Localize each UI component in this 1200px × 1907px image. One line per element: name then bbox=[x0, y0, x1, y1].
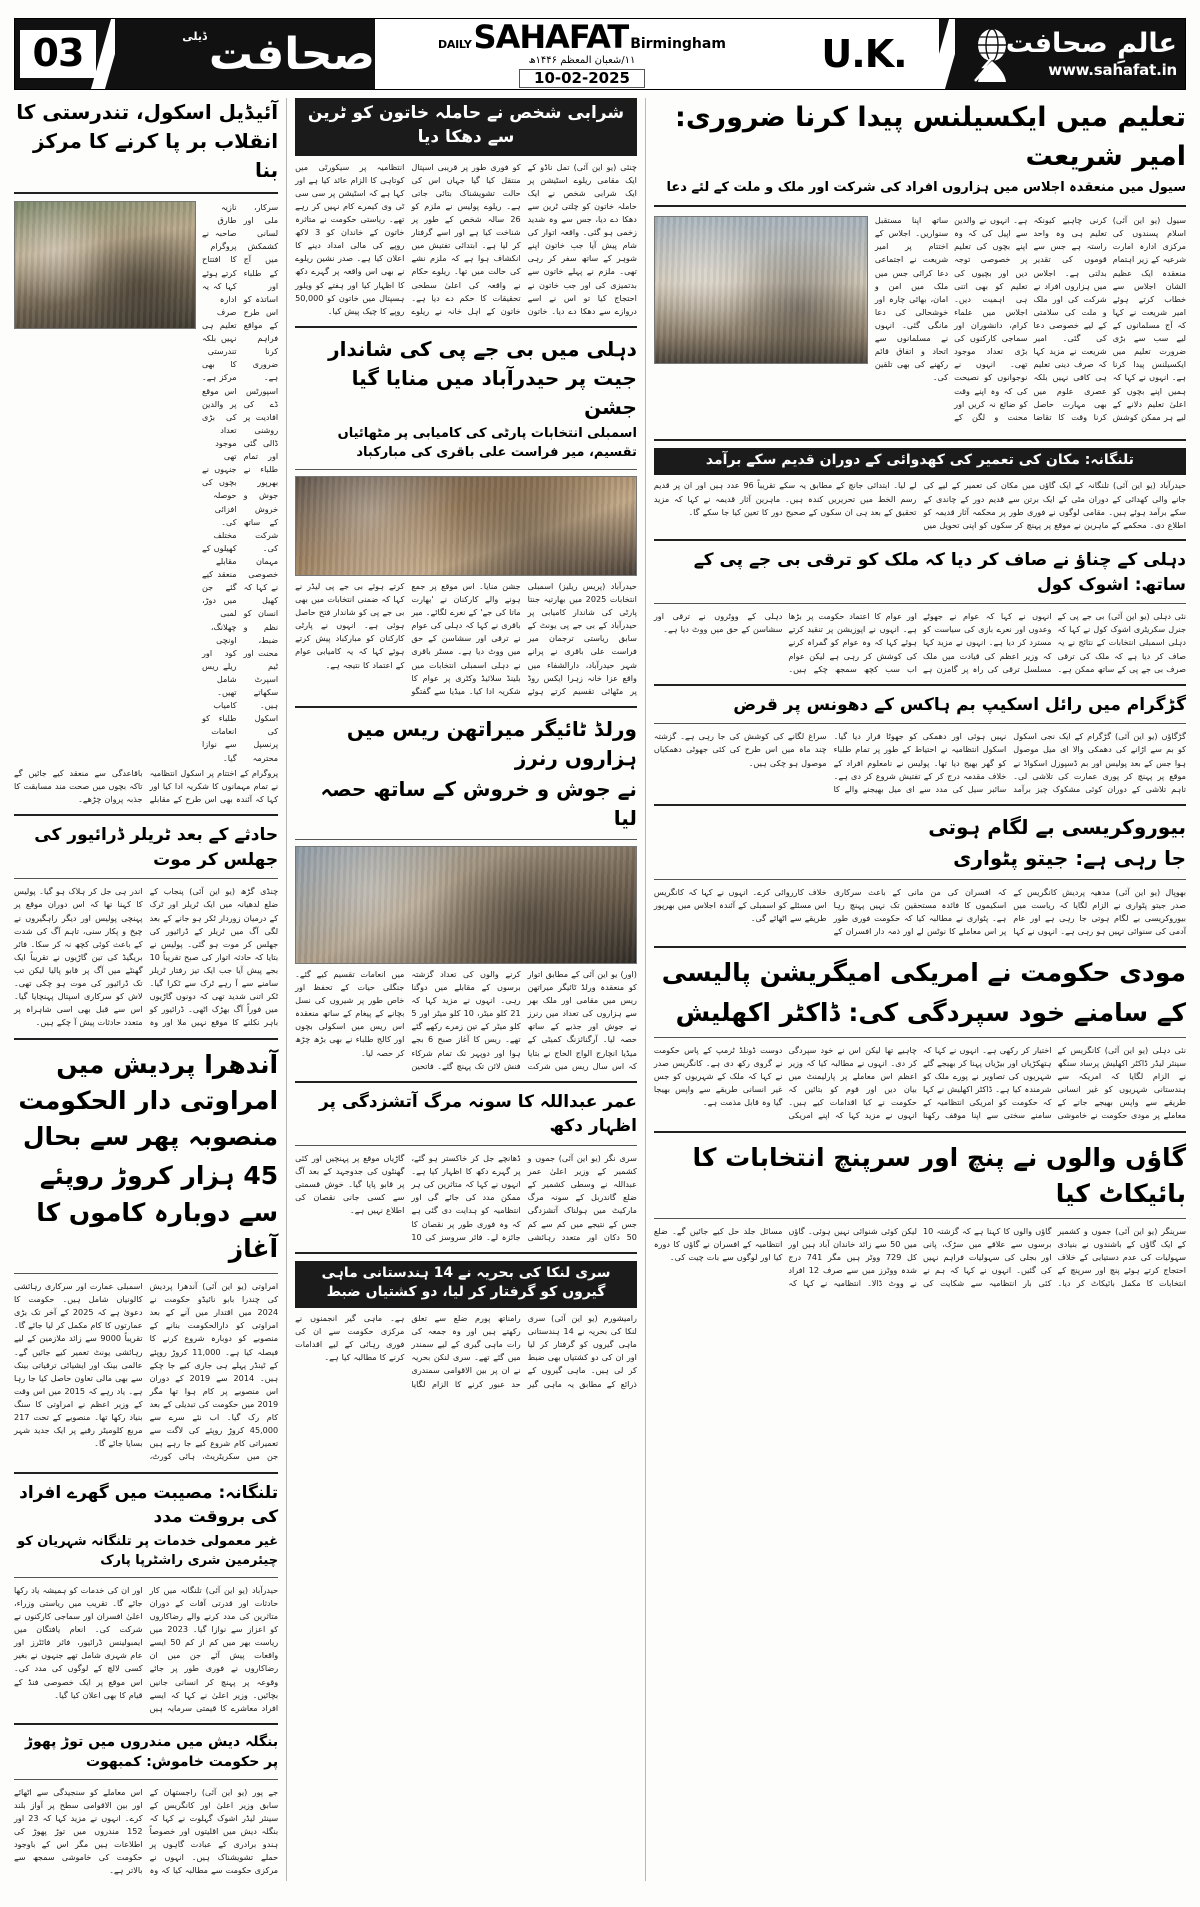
article-photo bbox=[295, 476, 637, 576]
article-akhilesh-immigration bbox=[654, 955, 1186, 1122]
article-telangana-coins bbox=[654, 432, 1186, 532]
article-photo bbox=[14, 201, 196, 329]
column-left bbox=[14, 98, 278, 1881]
headline: بنگلہ دیش میں مندروں میں توڑ پھوڑ پر حکومت خاموش: کمبھوت bbox=[25, 1733, 279, 1771]
divider bbox=[295, 1081, 637, 1083]
body-text-2: پروگرام کے اختتام پر اسکول انتظامیہ نے تمام مہمانوں کا شکریہ ادا کیا اور کہا کہ آئندہ بھی اس طرح کے مقابلے باقاعدگی سے منعقد کیے جائیں گے تاکہ بچوں میں صحت مند مسابقت کا جذبہ پروان چڑھے۔ bbox=[14, 767, 279, 804]
divider bbox=[14, 1723, 278, 1725]
divider bbox=[14, 1273, 278, 1274]
body-text: بھوپال (یو این آئی) مدھیہ پردیش کانگریس کے صدر جیتو پٹواری نے الزام لگایا کہ ریاست میں بیوروکریسی بے لگام ہوتی جا رہی ہے اور عام آدمی کی سنوائی نہیں ہو رہی ہے۔ انہوں نے کہا کہ افسران کی من مانی کے باعث سرکاری اسکیموں کا فائدہ مستحقین تک نہیں پہنچ رہا ہے۔ پٹواری نے مطالبہ کیا کہ حکومت فوری طور پر اس معاملے کا نوٹس لے اور ذمہ دار افسران کے خلاف کارروائی کرے۔ انہوں نے کہا کہ کانگریس اس مسئلے کو اسمبلی کے آئندہ اجلاس میں بھرپور طریقے سے اٹھائے گی۔ bbox=[653, 886, 1186, 937]
page-number: 03 bbox=[20, 30, 97, 78]
masthead-hijri-date: ۱۱/شعبان المعظم ۱۴۴۶ھ bbox=[528, 54, 636, 66]
divider bbox=[14, 1038, 278, 1040]
article-bangladesh-temples bbox=[14, 1732, 278, 1877]
headline: گڑگرام میں رائل اسکیپ بم ہاکس کے دھونس پر قرض bbox=[733, 694, 1186, 715]
divider bbox=[654, 205, 1186, 207]
headline-line-1: آندھرا پردیش میں امراوتی دار الحکومت منصوبہ پھر سے بحال bbox=[18, 1049, 279, 1152]
headline: گاؤں والوں نے پنچ اور سرپنچ انتخابات کا بائیکاٹ کیا bbox=[692, 1142, 1186, 1208]
page-body bbox=[14, 98, 1186, 1881]
divider bbox=[654, 946, 1186, 948]
masthead-city: Birmingham bbox=[630, 35, 726, 52]
body-text: گڑگاؤں (یو این آئی) گڑگرام کے ایک نجی اسکول کو بم سے اڑانے کی دھمکی والا ای میل موصول ہوا جس کے بعد پولیس اور بم ڈسپوزل اسکواڈ نے موقع پر پہنچ کر پوری عمارت کی تلاشی لی۔ تاہم تلاشی کے دوران کوئی مشکوک چیز برآمد نہیں ہوئی اور دھمکی کو جھوٹا قرار دیا گیا۔ اسکول انتظامیہ نے احتیاط کے طور پر تمام طلباء کو گھر بھیج دیا تھا۔ پولیس نے نامعلوم افراد کے خلاف مقدمہ درج کر کے تفتیش شروع کر دی ہے۔ سائبر سیل کی مدد سے ای میل بھیجنے والے کا سراغ لگانے کی کوشش کی جا رہی ہے۔ گزشتہ چند ماہ میں اس طرح کی کئی جھوٹی دھمکیاں موصول ہو چکی ہیں۔ bbox=[653, 731, 1186, 794]
divider bbox=[654, 1037, 1186, 1038]
masthead-brand-urdu bbox=[115, 19, 375, 89]
divider bbox=[14, 878, 278, 879]
headline-band: تلنگانہ: مکان کی تعمیر کی کھدوائی کے دوران قدیم سکے برآمد bbox=[654, 448, 1186, 476]
headline-line-2: کے سامنے خود سپردگی کی: ڈاکٹر اکھلیش bbox=[675, 997, 1186, 1027]
divider bbox=[654, 879, 1186, 880]
article-jeetu-patwari bbox=[654, 813, 1186, 938]
column-right bbox=[654, 98, 1186, 1881]
article-delhi-bjp-celebration bbox=[295, 335, 637, 698]
article-ashok-kaul bbox=[654, 548, 1186, 676]
headline: دہلی کے چناؤ نے صاف کر دیا کہ ملک کو ترقی بی جے پی کے ساتھ: اشوک کول bbox=[693, 549, 1186, 595]
masthead-edition: U.K. bbox=[789, 19, 939, 89]
headline-line-1: مودی حکومت نے امریکی امیگریشن پالیسی bbox=[661, 958, 1186, 988]
divider bbox=[654, 603, 1186, 604]
headline-line-2: 45 ہزار کروڑ روپئے سے دوبارہ کاموں کا آغاز bbox=[36, 1161, 279, 1263]
brand-urdu-small: ڈیلی bbox=[182, 30, 207, 43]
divider bbox=[295, 1145, 637, 1146]
body-text: جے پور (یو این آئی) راجستھان کے سابق وزیر اعلیٰ اور کانگریس کے سینئر لیڈر اشوک گہلوت نے کہا کہ بنگلہ دیش میں اقلیتوں اور خصوصاً ہندو برادری کے عبادت گاہوں پر حملے تشویشناک ہیں۔ انہوں نے مرکزی حکومت سے مطالبہ کیا کہ وہ اس معاملے کو سنجیدگی سے اٹھائے اور بین الاقوامی سطح پر آواز بلند کرے۔ انہوں نے مزید کہا کہ 23 اور 152 مندروں میں توڑ پھوڑ کی اطلاعات ہیں مگر اس کے باوجود حکومت کی خاموشی سمجھ سے بالاتر ہے۔ bbox=[14, 1786, 279, 1876]
divider bbox=[14, 1779, 278, 1780]
divider bbox=[295, 469, 637, 470]
masthead-network-block bbox=[955, 19, 1185, 89]
column-middle bbox=[295, 98, 637, 1881]
body-text: سرکار، ملی اور لسانی کشمکش میں آج کے طلباء اور اساتذہ کو اس طرح کے مواقع فراہم کرنا ضروری ہے۔ اسپورٹس ڈے کی افادیت پر روشنی ڈالی گئی اور تمام طلباء نے بھرپور جوش و خروش کے ساتھ شرکت کی۔ مہمان خصوصی نے کہا کہ کھیل انسان کو نظم و ضبط، محنت اور ٹیم اسپرٹ سکھاتے ہیں۔ اسکول کی پرنسپل محترمہ نازیہ طارق صاحبہ نے پروگرام کا افتتاح کرتے ہوئے کہا کہ یہ ادارہ صرف تعلیم ہی نہیں بلکہ تندرستی کا بھی مرکز ہے۔ اس موقع پر والدین کی بڑی تعداد موجود تھی جنہوں نے بچوں کی حوصلہ افزائی کی۔ مختلف کھیلوں کے مقابلے منعقد کیے گئے جن میں دوڑ، لمبی چھلانگ، اونچی کود اور ریلے ریس شامل تھیں۔ کامیاب طلباء کو انعامات سے نوازا گیا۔ bbox=[202, 202, 279, 763]
headline: دہلی میں بی جے پی کی شاندار جیت پر حیدرآباد میں منایا گیا جشن bbox=[328, 336, 637, 419]
page-number-block bbox=[15, 19, 101, 89]
divider bbox=[14, 1577, 278, 1578]
divider bbox=[14, 192, 278, 194]
article-srilanka-fishermen bbox=[295, 1261, 637, 1391]
body-text: حیدرآباد (یو این آئی) تلنگانہ کے ایک گاؤں میں مکان کی تعمیر کے لیے کی جانے والی کھدائی کے دوران مٹی کے ایک برتن سے قدیم دور کے چاندی کے سکے برآمد ہوئے ہیں۔ مقامی لوگوں نے فوری طور پر محکمہ آثار قدیمہ کو اطلاع دی۔ محکمے کے ماہرین نے موقع پر پہنچ کر سکوں کو اپنی تحویل میں لے لیا۔ ابتدائی جانچ کے مطابق یہ سکے تقریباً 96 عدد ہیں اور ان پر قدیم رسم الخط میں تحریریں کندہ ہیں۔ ماہرین آثار قدیمہ نے کہا کہ مزید تحقیق کے بعد ہی ان سکوں کے صحیح دور کا تعین کیا جا سکے گا۔ bbox=[653, 480, 1186, 530]
article-trailer-driver bbox=[14, 823, 278, 1029]
body-text: نئی دہلی (یو این آئی) بی جے پی کے جنرل سکریٹری اشوک کول نے کہا کہ دہلی اسمبلی انتخابات کے نتائج نے یہ صاف کر دیا ہے کہ ملک کی ترقی صرف بی جے پی کے ساتھ ممکن ہے۔ انہوں نے کہا کہ عوام نے جھوٹے وعدوں اور نعرے بازی کی سیاست کو مسترد کر دیا ہے۔ انہوں نے مزید کہا کہ وزیر اعظم کی قیادت میں ملک مسلسل ترقی کی راہ پر گامزن ہے اور عوام کا اعتماد حکومت پر بڑھا ہے۔ انہوں نے اپوزیشن پر تنقید کرتے ہوئے کہا کہ وہ عوام کو گمراہ کرنے کی کوشش کر رہی ہے لیکن عوام اب سب کچھ سمجھ چکے ہیں۔ دہلی کے ووٹروں نے ترقی اور سشاسن کے حق میں ووٹ دیا ہے۔ bbox=[653, 611, 1186, 674]
column-divider bbox=[286, 98, 287, 1881]
divider bbox=[654, 1131, 1186, 1133]
article-photo bbox=[654, 216, 868, 364]
right-two-up bbox=[654, 432, 1186, 532]
headline-band: سری لنکا کی بحریہ نے 14 ہندستانی ماہی گیروں کو گرفتار کر لیا، دو کشتیاں ضبط bbox=[295, 1261, 637, 1308]
body-text: حیدرآباد (یو این آئی) تلنگانہ میں کار حادثات اور قدرتی آفات کے دوران متاثرین کی مدد کرنے والے رضاکاروں کو اعزاز سے نوازا گیا۔ 2023 میں ریاست بھر میں کم از کم 50 ایسے واقعات پیش آئے جن میں ان رضاکاروں نے فوری طور پر جائے وقوعہ پر پہنچ کر انسانی جانیں بچائیں۔ وزیر اعلیٰ نے کہا کہ ایسے افراد معاشرے کا قیمتی سرمایہ ہیں اور ان کی خدمات کو ہمیشہ یاد رکھا جائے گا۔ تقریب میں ریاستی وزراء، اعلیٰ افسران اور سماجی کارکنوں نے شرکت کی۔ انعام یافتگان میں ایمبولینس ڈرائیور، فائر فائٹرز اور عام شہری شامل تھے جنہوں نے بغیر کسی لالچ کے لوگوں کی مدد کی۔ اس موقع پر ایک خصوصی فنڈ کے قیام کا بھی اعلان کیا گیا۔ bbox=[14, 1584, 279, 1713]
headline: آئیڈیل اسکول، تندرستی کا انقلاب بر پا کرنے کا مرکز بنا bbox=[16, 100, 279, 182]
masthead-date: 10-02-2025 bbox=[519, 69, 645, 88]
body-text: سری نگر (یو این آئی) جموں و کشمیر کے وزیر اعلیٰ عمر عبداللہ نے وسطی کشمیر کے ضلع گاندربل کے سونہ مرگ مارکیٹ میں ہولناک آتشزدگی جس کے نتیجے میں کم سے کم 50 دکان اور متعدد رہائشی ڈھانچے جل کر خاکستر ہو گئے، پر گہرے دکھ کا اظہار کیا ہے۔ انہوں نے کہا کہ متاثرین کی ہر ممکن مدد کی جائے گی اور انتظامیہ کو ہدایت دی گئی ہے کہ وہ فوری طور پر نقصان کا جائزہ لے۔ فائر سروسز کی 10 گاڑیاں موقع پر پہنچیں اور کئی گھنٹوں کی جدوجہد کے بعد آگ پر قابو پایا گیا۔ خوش قسمتی سے کسی جانی نقصان کی اطلاع نہیں ہے۔ bbox=[295, 1153, 637, 1242]
divider bbox=[654, 439, 1186, 441]
divider bbox=[295, 706, 637, 708]
divider bbox=[654, 723, 1186, 724]
headline-line-2: سیول میں منعقدہ اجلاس میں ہزاروں افراد کی شرکت اور ملک و ملت کے لئے دعا bbox=[666, 180, 1186, 196]
divider bbox=[654, 684, 1186, 686]
masthead-network-urdu: عالمِ صحافت bbox=[1005, 27, 1177, 59]
headline-band: شرابی شخص نے حاملہ خاتون کو ٹرین سے دھکا دیا bbox=[295, 98, 637, 156]
divider bbox=[14, 814, 278, 816]
body-text: امراوتی (یو این آئی) آندھرا پردیش کی چندرا بابو نائیڈو حکومت نے 2024 میں اقتدار میں آنے کے بعد امراوتی کو دارالحکومت بنانے کے منصوبے کو دوبارہ شروع کرنے کا فیصلہ کیا ہے۔ 11,000 کروڑ روپئے کے ٹینڈر پہلے ہی جاری کیے جا چکے ہیں۔ 2014 سے 2019 کے دوران اس منصوبے پر کام ہوا تھا مگر 2019 میں حکومت کی تبدیلی کے بعد کام رک گیا۔ اب نئے سرے سے 45,000 کروڑ روپئے کی لاگت سے تعمیراتی کام شروع کیے جا رہے ہیں جن میں سکریٹریٹ، ہائی کورٹ، اسمبلی عمارت اور سرکاری رہائشی کالونیاں شامل ہیں۔ حکومت کا دعویٰ ہے کہ 2025 کے آخر تک بڑی عمارتوں کا کام مکمل کر لیا جائے گا۔ تقریباً 9000 سے زائد ملازمین کے لیے رہائشی یونٹ تعمیر کیے جائیں گے۔ عالمی بینک اور ایشیائی ترقیاتی بینک سے بھی مالی تعاون حاصل کیا جا رہا ہے۔ یاد رہے کہ 2015 میں اس وقت کے وزیر اعظم نے امراوتی کا سنگ بنیاد رکھا تھا۔ منصوبے کے تحت 217 مربع کلومیٹر رقبے پر ایک جدید شہر بسایا جائے گا۔ bbox=[14, 1281, 279, 1462]
subheadline: اسمبلی انتخابات پارٹی کی کامیابی پر مٹھائیاں تقسیم، میر فراست علی باقری کی مبارکباد bbox=[337, 425, 637, 461]
masthead-website: www.sahafat.in bbox=[1048, 60, 1177, 79]
masthead-title-block bbox=[375, 19, 789, 89]
article-panchayat-boycott bbox=[654, 1140, 1186, 1291]
body-text: سرینگر (یو این آئی) جموں و کشمیر کے ایک گاؤں کے باشندوں نے بنیادی سہولیات کی عدم دستیابی کے خلاف احتجاج کرتے ہوئے پنچ اور سرپنچ کے انتخابات کا مکمل بائیکاٹ کر دیا۔ گاؤں والوں کا کہنا ہے کہ گزشتہ 10 برسوں سے علاقے میں سڑک، پانی اور بجلی کی سہولیات فراہم نہیں کی گئیں۔ انہوں نے کہا کہ ہم نے کئی بار انتظامیہ سے شکایت کی لیکن کوئی شنوائی نہیں ہوئی۔ گاؤں میں 50 سے زائد خاندان آباد ہیں اور کل 729 ووٹر ہیں مگر 741 درج شدہ ووٹرز میں سے صرف 12 افراد نے ووٹ ڈالا۔ انتظامیہ نے کہا کہ مسائل جلد حل کیے جائیں گے۔ ضلع انتظامیہ کے افسران نے گاؤں کا دورہ کیا اور لوگوں سے بات چیت کی۔ bbox=[653, 1226, 1186, 1289]
divider bbox=[14, 1472, 278, 1474]
body-text: حیدرآباد (پریس ریلیز) اسمبلی انتخابات 2025 میں بھارتیہ جنتا پارٹی کی شاندار کامیابی پر حیدرآباد کے بی جے پی یونٹ کے سابق ریاستی ترجمان میر فراست علی باقری نے پرانے شہر حیدرآباد، دارالشفاء میں واقع عزا خانہ زہرا ایکس روڈ پر مٹھائی تقسیم کرتے ہوئے جشن منایا۔ اس موقع پر جمع ہونے والے کارکنان نے 'بھارت ماتا کی جے' کے نعرے لگائے۔ میر باقری نے کہا کہ دہلی کی عوام نے ترقی اور سشاسن کے حق میں ووٹ دیا ہے۔ مسٹر باقری نے دہلی اسمبلی انتخابات میں بلینڈ سلائیڈ وکٹری پر عوام کا شکریہ ادا کیا۔ میڈیا سے گفتگو کرتے ہوئے بی جے پی لیڈر نے کہا کہ ضمنی انتخابات میں بھی بی جے پی کو شاندار فتح حاصل ہوئی ہے۔ انہوں نے پارٹی کارکنان کو مبارکباد پیش کرتے ہوئے کہا کہ یہ کامیابی عوام کے اعتماد کا نتیجہ ہے۔ bbox=[295, 580, 637, 696]
headline-line-2: نے جوش و خروش کے ساتھ حصہ لیا bbox=[320, 776, 637, 830]
divider bbox=[654, 539, 1186, 541]
article-ameer-shariat bbox=[654, 98, 1186, 424]
body-text: چنئی (یو این آئی) تمل ناڈو کے ایک مقامی ریلوے اسٹیشن پر ایک شرابی شخص نے ایک حاملہ خاتون کو چلتی ٹرین سے دھکا دے دیا، جس سے وہ شدید زخمی ہو گئی۔ واقعہ اتوار کی شام پیش آیا جب خاتون اپنے شوہر کے ساتھ سفر کر رہی تھی۔ ملزم نے پہلے خاتون سے بدتمیزی کی اور جب خاتون نے احتجاج کیا تو اس نے اسے دروازے سے دھکا دے دیا۔ خاتون کو فوری طور پر قریبی اسپتال منتقل کیا گیا جہاں اس کی حالت تشویشناک بتائی جاتی ہے۔ ریلوے پولیس نے ملزم کو 26 سالہ شخص کے طور پر شناخت کیا ہے اور اسے گرفتار کر لیا ہے۔ ابتدائی تفتیش میں انکشاف ہوا ہے کہ ملزم نشے کی حالت میں تھا۔ ریلوے حکام نے واقعہ کی اعلیٰ سطحی تحقیقات کا حکم دے دیا ہے۔ خاتون کے اہل خانہ نے ریلوے انتظامیہ پر سیکورٹی میں کوتاہی کا الزام عائد کیا ہے اور کہا ہے کہ اسٹیشن پر سی سی ٹی وی کیمرے کام نہیں کر رہے تھے۔ ریاستی حکومت نے متاثرہ خاتون کے خاندان کو 3 لاکھ روپے کی مالی امداد دینے کا اعلان کیا ہے۔ صدر نشین ریلوے نے بھی اس واقعہ پر گہرے دکھ کا اظہار کیا اور ہفتے کو ویلور ہسپتال میں خاتون کو 50,000 روپے کا چیک پیش کیا۔ bbox=[295, 161, 637, 316]
article-ideal-school bbox=[14, 98, 278, 806]
headline: تلنگانہ: مصیبت میں گھرے افراد کی بروقت مدد bbox=[19, 1482, 279, 1528]
headline-line-1: ورلڈ ٹائیگر میراتھن ریس میں ہزاروں رنرز bbox=[346, 716, 637, 770]
body-text: چنڈی گڑھ (یو این آئی) پنجاب کے ضلع لدھیانہ میں ایک ٹریلر اور ٹرک کے درمیان زوردار ٹکر ہو جانے کے بعد لگی آگ میں ٹریلر کے ڈرائیور کی جھلس کر موت ہو گئی۔ پولیس نے بتایا کہ حادثہ اتوار کی صبح تقریباً 10 بجے پیش آیا جب ایک تیز رفتار ٹریلر سامنے سے آ رہے ٹرک سے ٹکرا گیا۔ ٹکر اتنی شدید تھی کہ دونوں گاڑیوں میں فوراً آگ بھڑک اٹھی۔ ڈرائیور کو باہر نکلنے کا موقع نہیں ملا اور وہ اندر ہی جل کر ہلاک ہو گیا۔ پولیس کا کہنا تھا کہ اس دوران موقع پر پہنچی پولیس اور دیگر راہگیروں نے چیخ و پکار سنی، تاہم آگ کی شدت کے باعث کوئی کچھ نہ کر سکا۔ فائر بریگیڈ کی تین گاڑیوں نے تقریباً ایک گھنٹے میں آگ پر قابو پالیا لیکن تب تک ڈرائیور کی موت ہو چکی تھی۔ لاش کو سرکاری اسپتال پہنچایا گیا۔ اس سے قبل بھی اسی شاہراہ پر متعدد حادثات پیش آ چکے ہیں۔ bbox=[14, 886, 279, 1028]
headline-line-2: جا رہی ہے: جیتو پٹواری bbox=[953, 845, 1186, 870]
headline: حادثے کے بعد ٹریلر ڈرائیور کی جھلس کر موت bbox=[34, 825, 279, 870]
body-text: سیول (یو این آئی) اسلام پسندوں کی مرکزی ادارہ امارت شرعیہ کے زیر اہتمام منعقدہ ایک عظیم الشان اجلاس سے خطاب کرتے ہوئے امیر شریعت نے کہا کہ آج مسلمانوں کے لیے سب سے بڑی ضرورت تعلیم میں ایکسیلنس پیدا کرنا ہے۔ انہوں نے کہا کہ ہمیں اپنے بچوں کو اعلیٰ تعلیم دلانے کے لیے ہر ممکن کوشش کرنی چاہیے کیونکہ تعلیم ہی وہ واحد راستہ ہے جس سے قوموں کی تقدیر بدلتی ہے۔ اجلاس میں ہزاروں افراد نے شرکت کی اور ملک و ملت کی سلامتی کے لیے خصوصی دعا کی گئی۔ امیر شریعت نے مزید کہا کہ صرف دینی تعلیم ہی کافی نہیں بلکہ عصری علوم میں بھی مہارت حاصل کرنا وقت کا تقاضا ہے۔ انہوں نے والدین سے اپیل کی کہ وہ اپنے بچوں کی تعلیم پر خصوصی توجہ دیں اور بچیوں کی تعلیم کو بھی اتنی ہی اہمیت دیں۔ اجلاس میں علماء کرام، دانشوران اور سماجی کارکنوں کی بڑی تعداد موجود تھی۔ انہوں نے نوجوانوں کو نصیحت کی کہ وہ اپنے وقت کو ضائع نہ کریں اور محنت و لگن کے ساتھ اپنا مستقبل سنواریں۔ اجلاس کے اختتام پر امیر شریعت نے اجتماعی دعا کرائی جس میں ملک میں امن و امان، بھائی چارہ اور خوشحالی کی دعا مانگی گئی۔ انہوں نے مسلمانوں سے اتحاد و اتفاق قائم رکھنے کی بھی تلقین کی۔ bbox=[874, 215, 1186, 422]
masthead-title: SAHAFAT bbox=[473, 17, 629, 56]
article-omar-abdullah-fire bbox=[295, 1090, 637, 1244]
masthead bbox=[14, 18, 1186, 90]
body-text: (اور) یو این آئی کے مطابق اتوار کو منعقدہ ورلڈ ٹائیگر میراتھن ریس میں مقامی اور ملک بھر سے ہزاروں کی تعداد میں رنرز نے جوش اور جذبے کے ساتھ حصہ لیا۔ آرگنائزنگ کمیٹی کے میڈیا انچارج الواج الحاج نے بتایا کہ اس سال ریس میں شرکت کرنے والوں کی تعداد گزشتہ برسوں کے مقابلے میں دوگنا رہی۔ انہوں نے مزید کہا کہ 21 کلو میٹر، 10 کلو میٹر اور 5 کلو میٹر کے تین زمرے رکھے گئے تھے۔ ریس کا آغاز صبح 6 بجے ہوا اور دوپہر تک تمام شرکاء فنش لائن تک پہنچ گئے۔ فاتحین میں انعامات تقسیم کیے گئے۔ جنگلی حیات کے تحفظ اور خاص طور پر شیروں کی نسل بچانے کے پیغام کے ساتھ منعقدہ اس ریس میں اسکولی بچوں اور کالج طلباء نے بھی بڑھ چڑھ کر حصہ لیا۔ bbox=[295, 968, 637, 1071]
column-divider bbox=[645, 98, 646, 1881]
divider bbox=[295, 326, 637, 328]
divider bbox=[654, 804, 1186, 806]
article-amaravati bbox=[14, 1047, 278, 1464]
article-gurugram-bomb-hoax bbox=[654, 693, 1186, 796]
body-text: نئی دہلی (یو این آئی) کانگریس کے سینئر لیڈر ڈاکٹر اکھلیش پرساد سنگھ نے الزام لگایا کہ امریکہ سے ہندستانی شہریوں کو غیر انسانی طریقے سے واپس بھیجے جانے کے معاملے پر مودی حکومت نے خاموشی اختیار کر رکھی ہے۔ انہوں نے کہا کہ ہتھکڑیاں اور بیڑیاں پہنا کر بھیجے گئے شہریوں کی تصاویر نے پورے ملک کو شرمندہ کیا ہے۔ ڈاکٹر اکھلیش نے کہا کہ حکومت کو امریکی انتظامیہ کے سامنے سختی سے اپنا موقف رکھنا چاہیے تھا لیکن اس نے خود سپردگی کر دی۔ انہوں نے مطالبہ کیا کہ وزیر اعظم اس معاملے پر پارلیمنٹ میں بیان دیں اور قوم کو بتائیں کہ حکومت نے کیا اقدامات کیے ہیں۔ انہوں نے مزید کہا کہ اپنے امریکی دوست ڈونلڈ ٹرمپ کے پاس حکومت نے گروی رکھ دی ہے۔ کانگریس صدر نے کہا کہ ملک کے شہریوں کو جس غیر انسانی طریقے سے واپس بھیجا گیا وہ قابل مذمت ہے۔ bbox=[653, 1044, 1186, 1121]
brand-urdu-text: صحافت bbox=[208, 28, 375, 80]
divider bbox=[295, 839, 637, 840]
divider bbox=[654, 1218, 1186, 1219]
masthead-daily-label: DAILY bbox=[438, 37, 472, 51]
headline-line-1: تعلیم میں ایکسیلنس پیدا کرنا ضروری: امیر شریعت bbox=[675, 102, 1186, 173]
article-photo bbox=[295, 846, 637, 964]
body-text: رامیشورم (یو این آئی) سری لنکا کی بحریہ نے 14 ہندستانی ماہی گیروں کو گرفتار کر لیا اور ان کی دو کشتیاں بھی ضبط کر لی ہیں۔ ماہی گیروں کے ذرائع کے مطابق یہ ماہی گیر رامناتھ پورم ضلع سے تعلق رکھتے ہیں اور وہ جمعہ کی رات ماہی گیری کے لیے سمندر میں گئے تھے۔ سری لنکن بحریہ نے ان پر بین الاقوامی سمندری حد عبور کرنے کا الزام لگایا ہے۔ ماہی گیر انجمنوں نے مرکزی حکومت سے ان کی فوری رہائی کے لیے اقدامات کرنے کا مطالبہ کیا ہے۔ bbox=[295, 1313, 637, 1389]
article-train-push bbox=[295, 98, 637, 318]
subheadline: غیر معمولی خدمات پر تلنگانہ شہریان کو چیئرمین شری راشٹرپا پارک bbox=[17, 1533, 279, 1569]
divider bbox=[295, 1252, 637, 1254]
article-telangana-relief bbox=[14, 1481, 278, 1715]
headline: عمر عبداللہ کا سونہ مرگ آتشزدگی پر اظہار دکھ bbox=[318, 1091, 637, 1137]
article-tiger-marathon bbox=[295, 715, 637, 1073]
headline-line-1: بیوروکریسی بے لگام ہوتی bbox=[928, 814, 1186, 839]
globe-icon bbox=[969, 25, 1015, 83]
